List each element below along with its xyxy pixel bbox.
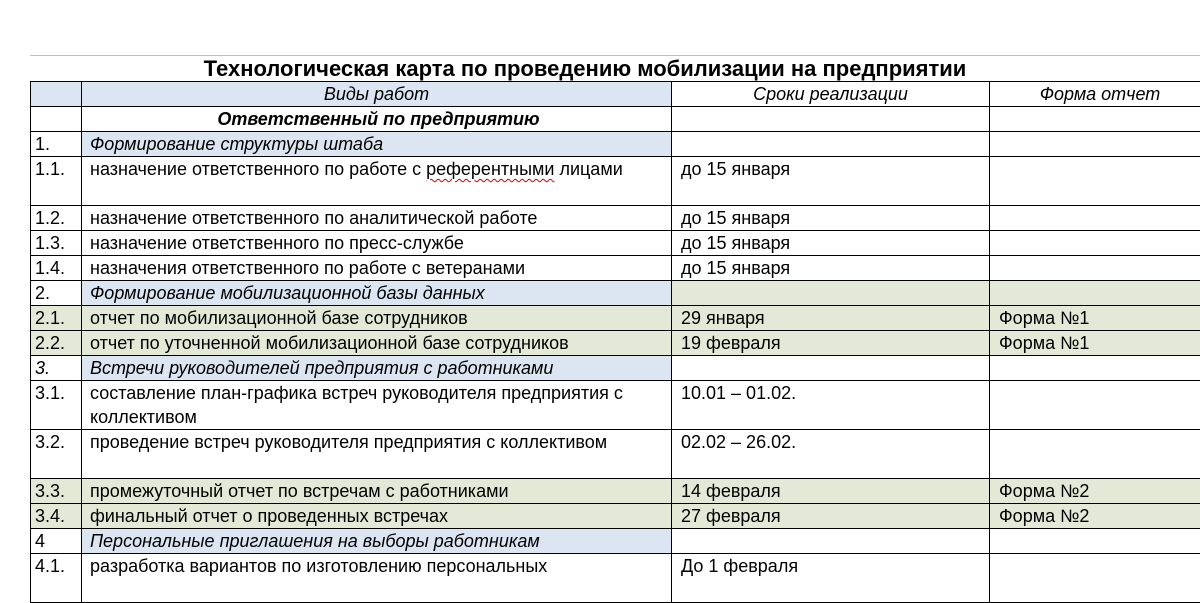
row-date: 29 января (672, 306, 990, 331)
document-title: Технологическая карта по проведению мобилизации на предприятии (30, 56, 1140, 82)
section-date-cell (672, 356, 990, 381)
section-date-cell (672, 132, 990, 157)
row-num: 2.1. (31, 306, 82, 331)
row-date: до 15 января (672, 231, 990, 256)
row-num: 3.1. (31, 381, 82, 430)
section-form-cell (990, 281, 1200, 306)
row-work-part: лицами (554, 159, 622, 179)
row-work (82, 157, 672, 206)
row-work: проведение встреч руководителя предприятия с коллективом (82, 430, 672, 479)
table-row (31, 206, 1200, 231)
section-row (31, 132, 1200, 157)
responsible-num-cell (31, 107, 82, 132)
row-work: назначение ответственного по пресс-службе (82, 231, 672, 256)
row-form (990, 157, 1200, 206)
title-row (30, 55, 1200, 82)
row-work-part: назначение ответственного по работе с (90, 159, 426, 179)
section-date-cell (672, 529, 990, 554)
row-form (990, 231, 1200, 256)
row-date: до 15 января (672, 256, 990, 281)
section-title: Формирование структуры штаба (82, 132, 672, 157)
responsible-label: Ответственный по предприятию (82, 107, 672, 132)
row-form (990, 256, 1200, 281)
row-work: отчет по мобилизационной базе сотрудников (82, 306, 672, 331)
row-date: до 15 января (672, 206, 990, 231)
table-row (31, 430, 1200, 479)
row-date: До 1 февраля (672, 554, 990, 603)
row-date: 27 февраля (672, 504, 990, 529)
section-form-cell (990, 132, 1200, 157)
table-row (31, 157, 1200, 206)
table-row (31, 504, 1200, 529)
section-num: 1. (31, 132, 82, 157)
row-date: 19 февраля (672, 331, 990, 356)
section-num: 2. (31, 281, 82, 306)
row-num: 1.3. (31, 231, 82, 256)
tech-map-table (30, 81, 1200, 603)
responsible-row (31, 107, 1200, 132)
row-num: 1.4. (31, 256, 82, 281)
row-date: 14 февраля (672, 479, 990, 504)
section-title: Формирование мобилизационной базы данных (82, 281, 672, 306)
row-date: 10.01 – 01.02. (672, 381, 990, 430)
row-form (990, 206, 1200, 231)
table-row (31, 554, 1200, 603)
section-form-cell (990, 529, 1200, 554)
table-row (31, 331, 1200, 356)
responsible-date-cell (672, 107, 990, 132)
section-title: Персональные приглашения на выборы работникам (82, 529, 672, 554)
row-work: финальный отчет о проведенных встречах (82, 504, 672, 529)
header-num-cell (31, 82, 82, 107)
responsible-form-cell (990, 107, 1200, 132)
table-row (31, 479, 1200, 504)
row-form (990, 381, 1200, 430)
section-num: 3. (31, 356, 82, 381)
row-form: Форма №1 (990, 331, 1200, 356)
row-work: назначение ответственного по аналитической работе (82, 206, 672, 231)
table-row (31, 231, 1200, 256)
row-work: промежуточный отчет по встречам с работниками (82, 479, 672, 504)
header-deadline: Сроки реализации (672, 82, 990, 107)
section-title: Встречи руководителей предприятия с работниками (82, 356, 672, 381)
section-row (31, 356, 1200, 381)
header-report-form: Форма отчет (990, 82, 1200, 107)
section-date-cell (672, 281, 990, 306)
row-form (990, 430, 1200, 479)
section-row (31, 529, 1200, 554)
row-form: Форма №1 (990, 306, 1200, 331)
table-row (31, 306, 1200, 331)
row-work: разработка вариантов по изготовлению персональных (82, 554, 672, 603)
row-work: составление план-графика встреч руководителя предприятия с коллективом (82, 381, 672, 430)
spellcheck-word: референтными (426, 159, 554, 179)
table-row (31, 256, 1200, 281)
section-row (31, 281, 1200, 306)
header-works: Виды работ (82, 82, 672, 107)
row-num: 3.2. (31, 430, 82, 479)
row-date: 02.02 – 26.02. (672, 430, 990, 479)
table-row (31, 381, 1200, 430)
row-work: назначения ответственного по работе с ветеранами (82, 256, 672, 281)
section-num: 4 (31, 529, 82, 554)
row-num: 1.1. (31, 157, 82, 206)
row-form (990, 554, 1200, 603)
row-num: 3.4. (31, 504, 82, 529)
row-date: до 15 января (672, 157, 990, 206)
row-num: 4.1. (31, 554, 82, 603)
row-form: Форма №2 (990, 504, 1200, 529)
row-num: 2.2. (31, 331, 82, 356)
section-form-cell (990, 356, 1200, 381)
row-num: 1.2. (31, 206, 82, 231)
row-form: Форма №2 (990, 479, 1200, 504)
row-num: 3.3. (31, 479, 82, 504)
row-work: отчет по уточненной мобилизационной базе сотрудников (82, 331, 672, 356)
header-row (31, 82, 1200, 107)
